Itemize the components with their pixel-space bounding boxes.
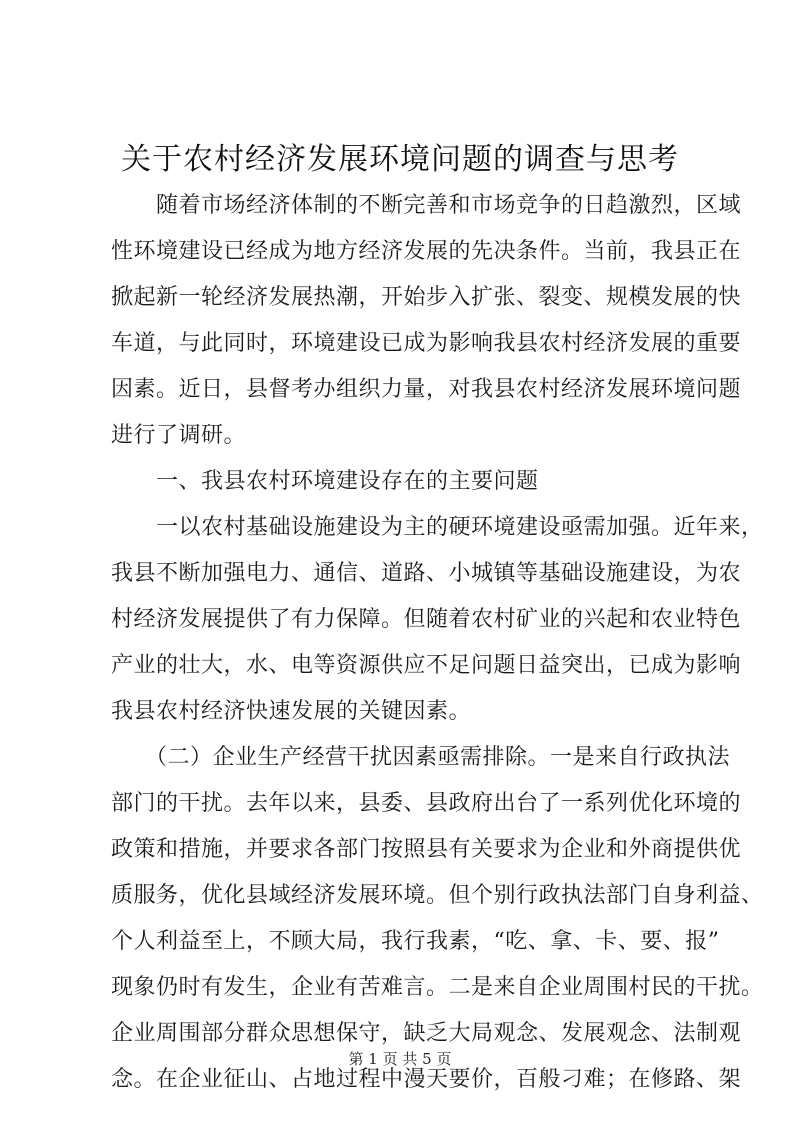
section-heading: 一、我县农村环境建设存在的主要问题: [111, 469, 539, 494]
body-line: （二）企业生产经营干扰因素亟需排除。一是来自行政执法: [111, 745, 731, 770]
body-line: 进行了调研。: [111, 423, 247, 448]
body-line: 村经济发展提供了有力保障。但随着农村矿业的兴起和农业特色: [111, 607, 742, 632]
body-line: 性环境建设已经成为地方经济发展的先决条件。当前，我县正在: [111, 239, 742, 264]
body-line: 企业周围部分群众思想保守，缺乏大局观念、发展观念、法制观: [111, 1021, 742, 1046]
body-line: 因素。近日，县督考办组织力量，对我县农村经济发展环境问题: [111, 377, 742, 402]
body-line: 掀起新一轮经济发展热潮，开始步入扩张、裂变、规模发展的快: [111, 285, 742, 310]
body-line: 部门的干扰。去年以来，县委、县政府出台了一系列优化环境的: [111, 791, 742, 816]
body-line: 车道，与此同时，环境建设已成为影响我县农村经济发展的重要: [111, 331, 742, 356]
body-line: 质服务，优化县域经济发展环境。但个别行政执法部门自身利益、: [111, 883, 764, 908]
body-line: 随着市场经济体制的不断完善和市场竞争的日趋激烈，区域: [111, 193, 742, 218]
body-line: 我县农村经济快速发展的关键因素。: [111, 699, 472, 724]
body-line: 现象仍时有发生，企业有苦难言。二是来自企业周围村民的干扰。: [111, 975, 764, 1000]
page-number-footer: 第 1 页 共 5 页: [348, 1050, 452, 1068]
body-line: 个人利益至上，不顾大局，我行我素，“吃、拿、卡、要、报”: [111, 929, 720, 954]
body-line: 我县不断加强电力、通信、道路、小城镇等基础设施建设，为农: [111, 561, 742, 586]
body-line: 一以农村基础设施建设为主的硬环境建设亟需加强。近年来，: [111, 515, 764, 540]
body-line: 念。在企业征山、占地过程中漫天要价，百般刁难；在修路、架: [111, 1067, 742, 1092]
body-line: 产业的壮大，水、电等资源供应不足问题日益突出，已成为影响: [111, 653, 742, 678]
body-line: 政策和措施，并要求各部门按照县有关要求为企业和外商提供优: [111, 837, 742, 862]
document-title: 关于农村经济发展环境问题的调查与思考: [121, 142, 679, 177]
document-body: [111, 183, 764, 1103]
